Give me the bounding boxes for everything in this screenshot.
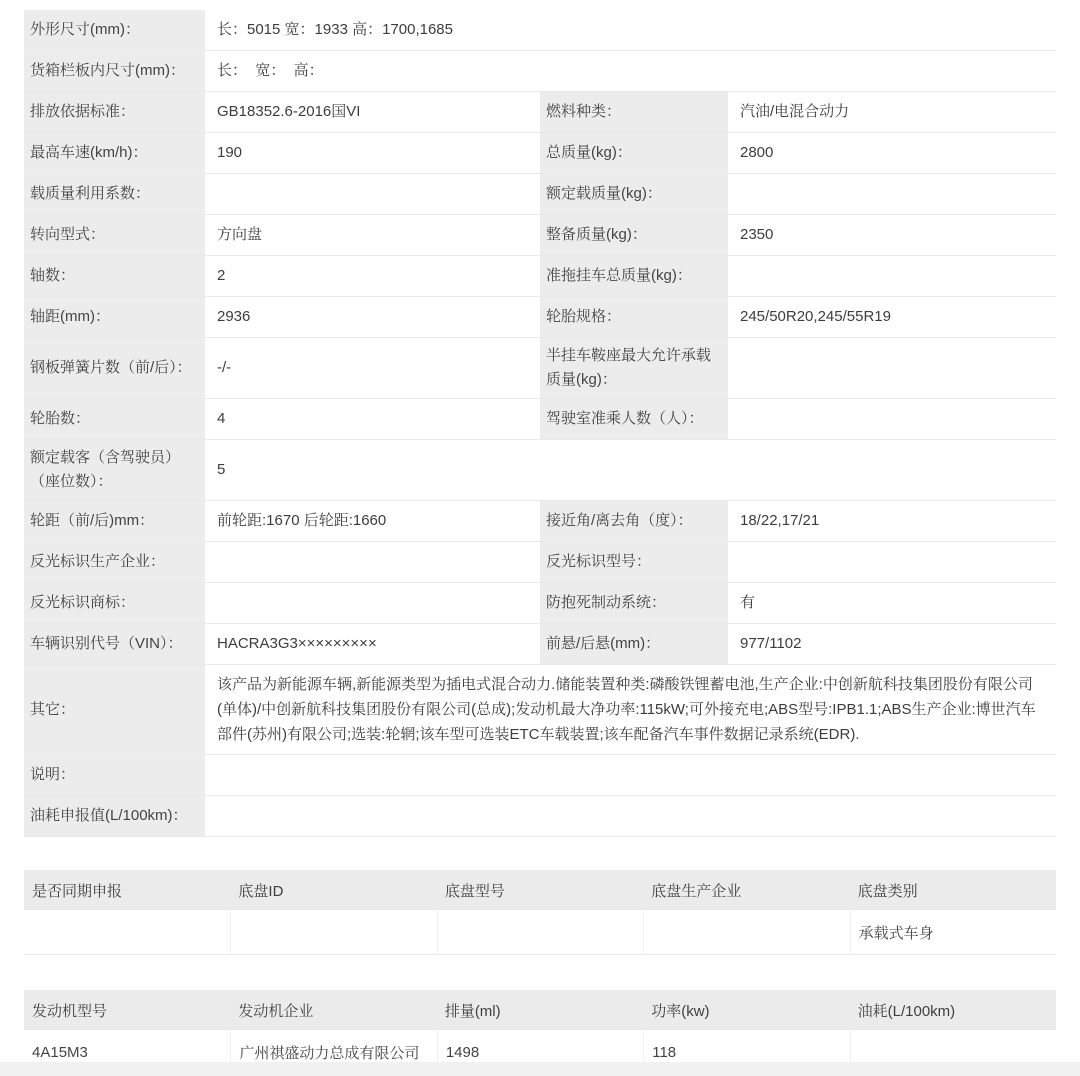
- table-row: [24, 910, 1056, 955]
- spec-label: 最高车速(km/h)：: [24, 133, 205, 173]
- spec-label: 总质量(kg)：: [540, 133, 728, 173]
- column-header: 发动机企业: [238, 1002, 314, 1020]
- spec-value: [205, 583, 540, 623]
- spec-value: 18/22,17/21: [740, 512, 820, 529]
- table-cell: 1498: [437, 1030, 643, 1074]
- spec-table: [24, 10, 1056, 837]
- spec-label: 反光标识型号：: [540, 542, 728, 582]
- engine-table-header-row: [24, 990, 1056, 1030]
- spec-row: [24, 665, 1056, 755]
- page-footer-strip: [0, 1062, 1080, 1076]
- spec-label: 前悬/后悬(mm)：: [540, 624, 728, 664]
- column-header: 底盘型号: [444, 882, 505, 900]
- spec-label: 反光标识商标：: [24, 583, 205, 623]
- spec-row: [24, 755, 1056, 796]
- spec-row: [24, 215, 1056, 256]
- spec-row: [24, 133, 1056, 174]
- spec-label: 半挂车鞍座最大允许承载质量(kg)：: [540, 338, 728, 398]
- spec-label: 其它：: [24, 665, 205, 754]
- spec-label: 说明：: [24, 755, 205, 795]
- column-header: 排量(ml): [444, 1002, 501, 1020]
- column-header: 是否同期申报: [32, 882, 123, 900]
- spec-label: 轴数：: [24, 256, 205, 296]
- spec-label: 轴距(mm)：: [24, 297, 205, 337]
- spec-value: 方向盘: [217, 226, 263, 243]
- spec-row: [24, 501, 1056, 542]
- column-header: 底盘类别: [857, 882, 918, 900]
- table-cell: 承载式车身: [850, 910, 1056, 954]
- column-header: 发动机型号: [32, 1002, 108, 1020]
- spec-value: [728, 338, 1056, 398]
- spec-label: 反光标识生产企业：: [24, 542, 205, 582]
- spec-value: [205, 755, 1056, 795]
- chassis-table: [24, 870, 1056, 955]
- other-notes: 该产品为新能源车辆,新能源类型为插电式混合动力.储能装置种类:磷酸铁锂蓄电池,生产企业:中创新航科技集团股份有限公司(单体)/中创新航科技集团股份有限公司(总成);发动机最大净功率:115kW;可外接充电;ABS型号:IPB1.1;ABS生产企业:博世汽车部件(苏州)有限公司;选装:轮辋;该车型可选装ETC车载装置;该车配备汽车事件数据记录系统(EDR).: [217, 676, 1036, 743]
- spec-label: 驾驶室准乘人数（人）：: [540, 399, 728, 439]
- spec-value: [205, 174, 540, 214]
- spec-value: GB18352.6-2016国VI: [217, 103, 361, 120]
- table-cell: 广州祺盛动力总成有限公司: [230, 1030, 436, 1074]
- spec-value: 4: [217, 410, 226, 427]
- spec-label: 外形尺寸(mm)：: [24, 10, 205, 50]
- spec-label: 轮胎规格：: [540, 297, 728, 337]
- column-header: 功率(kw): [651, 1002, 710, 1020]
- spec-value: [728, 399, 1056, 439]
- table-cell: [24, 910, 230, 954]
- spec-value: 2936: [217, 308, 251, 325]
- spec-value: 5: [217, 461, 226, 478]
- spec-value: [205, 542, 540, 582]
- table-cell: 4A15M3: [32, 1043, 88, 1061]
- column-header: 底盘生产企业: [651, 882, 742, 900]
- spec-label: 防抱死制动系统：: [540, 583, 728, 623]
- spec-row: [24, 256, 1056, 297]
- spec-row: [24, 10, 1056, 51]
- spec-label: 轮胎数：: [24, 399, 205, 439]
- table-cell: [643, 910, 849, 954]
- spec-label: 转向型式：: [24, 215, 205, 255]
- spec-row: [24, 624, 1056, 665]
- spec-label: 轮距（前/后)mm：: [24, 501, 205, 541]
- spec-value: [205, 796, 1056, 836]
- column-header: 底盘ID: [238, 882, 284, 900]
- spec-label: 油耗申报值(L/100km)：: [24, 796, 205, 836]
- spec-value: 长：5015 宽：1933 高：1700,1685: [217, 21, 453, 38]
- spec-value: 2800: [740, 144, 774, 161]
- spec-row: [24, 399, 1056, 440]
- spec-row: [24, 92, 1056, 133]
- column-header: 油耗(L/100km): [857, 1002, 956, 1020]
- spec-value: 2350: [740, 226, 774, 243]
- spec-row: [24, 440, 1056, 501]
- table-cell: 118: [643, 1030, 849, 1074]
- spec-row: [24, 51, 1056, 92]
- spec-row: [24, 542, 1056, 583]
- spec-label: 燃料种类：: [540, 92, 728, 132]
- spec-value: 前轮距:1670 后轮距:1660: [217, 512, 387, 529]
- spec-value: 190: [217, 144, 243, 161]
- spec-label: 接近角/离去角（度）：: [540, 501, 728, 541]
- spec-value: [728, 256, 1056, 296]
- spec-value: 有: [740, 594, 756, 611]
- spec-label: 准拖挂车总质量(kg)：: [540, 256, 728, 296]
- spec-value: 汽油/电混合动力: [740, 103, 850, 120]
- spec-row: [24, 796, 1056, 837]
- spec-value: [728, 542, 1056, 582]
- spec-label: 排放依据标准：: [24, 92, 205, 132]
- table-cell: [230, 910, 436, 954]
- spec-row: [24, 297, 1056, 338]
- spec-value: -/-: [217, 359, 232, 376]
- spec-row: [24, 583, 1056, 624]
- chassis-table-header-row: [24, 870, 1056, 910]
- spec-label: 货箱栏板内尺寸(mm)：: [24, 51, 205, 91]
- table-cell: [437, 910, 643, 954]
- spec-row: [24, 338, 1056, 399]
- spec-value: HACRA3G3×××××××××: [217, 635, 377, 652]
- spec-label: 额定载客（含驾驶员）（座位数）：: [24, 440, 205, 500]
- spec-label: 车辆识别代号（VIN）：: [24, 624, 205, 664]
- spec-label: 钢板弹簧片数（前/后）：: [24, 338, 205, 398]
- spec-value: [728, 174, 1056, 214]
- spec-label: 额定载质量(kg)：: [540, 174, 728, 214]
- spec-value: 2: [217, 267, 226, 284]
- spec-label: 载质量利用系数：: [24, 174, 205, 214]
- spec-label: 整备质量(kg)：: [540, 215, 728, 255]
- spec-value: 977/1102: [740, 635, 802, 652]
- spec-row: [24, 174, 1056, 215]
- spec-value: 长： 宽： 高：: [217, 62, 324, 79]
- spec-value: 245/50R20,245/55R19: [740, 308, 891, 325]
